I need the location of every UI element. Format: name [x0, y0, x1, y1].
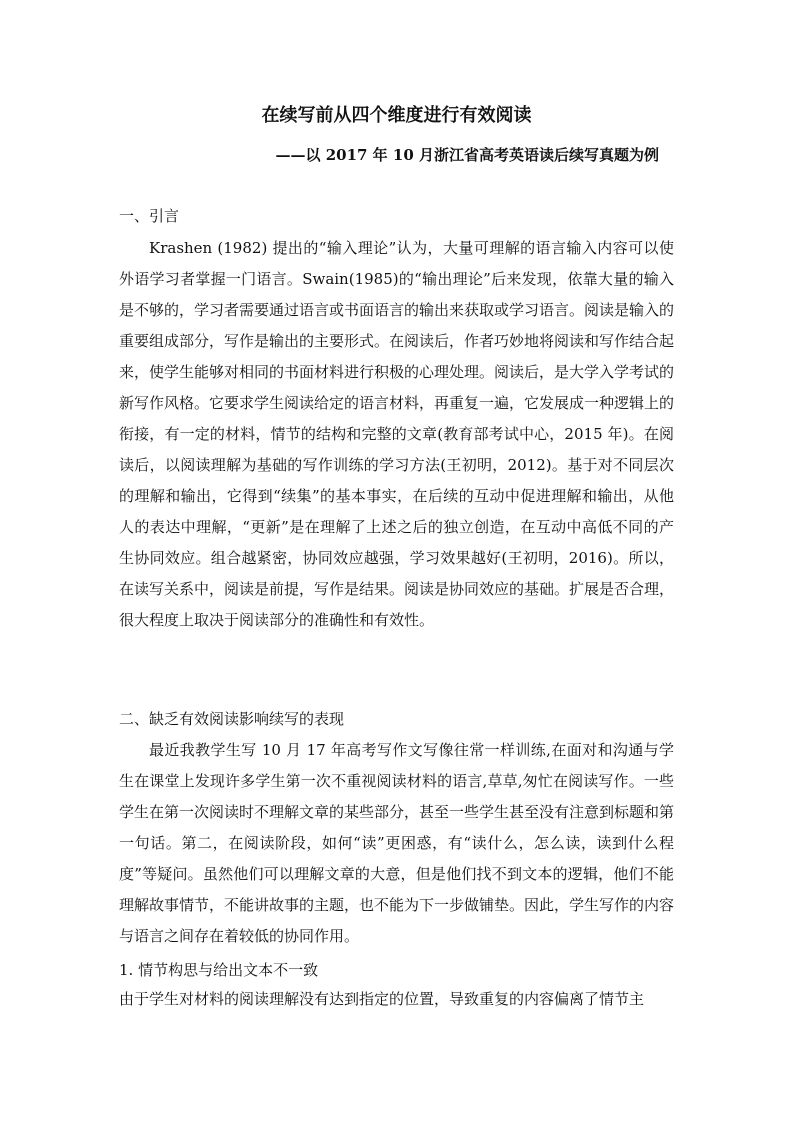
subsection-heading-plot: 1. 情节构思与给出文本不一致 [119, 961, 319, 979]
section-paragraph-introduction: Krashen (1982) 提出的“输入理论”认为，大量可理解的语言输入内容可以使外语学习者掌握一门语言。Swain(1985)的“输出理论”后来发现，依靠大量的输入是不够的，学习者需要通过语言或书面语言的输出来获取或学习语言。阅读是输入的重要组成部分，写作是输出的主要形式。在阅读后，作者巧妙地将阅读和写作结合起来，使学生能够对相同的书面材料进行积极的心理处理。阅读后，是大学入学考试的新写作风格。它要求学生阅读给定的语言材料，再重复一遍，它发展成一种逻辑上的衔接，有一定的材料，情节的结构和完整的文章(教育部考试中心，2015 年)。在阅读后，以阅读理解为基础的写作训练的学习方法(王初明，2012)。基于对不同层次的理解和输出，它得到“续集”的基本事实，在后续的互动中促进理解和输出，从他人的表达中理解，“更新”是在理解了上述之后的独立创造，在互动中高低不同的产生协同效应。组合越紧密，协同效应越强，学习效果越好(王初明，2016)。所以，在读写关系中，阅读是前提，写作是结果。阅读是协同效应的基础。扩展是否合理，很大程度上取决于阅读部分的准确性和有效性。 [119, 239, 674, 629]
section-heading-introduction: 一、引言 [119, 207, 180, 225]
document-subtitle: ——以 2017 年 10 月浙江省高考英语读后续写真题为例 [275, 146, 659, 164]
document-title: 在续写前从四个维度进行有效阅读 [261, 105, 532, 126]
section-heading-problems: 二、缺乏有效阅读影响续写的表现 [119, 710, 345, 728]
subsection-paragraph-plot: 由于学生对材料的阅读理解没有达到指定的位置，导致重复的内容偏离了情节主 [119, 990, 645, 1008]
section-paragraph-problems: 最近我教学生写 10 月 17 年高考写作文写像往常一样训练,在面对和沟通与学生在课堂上发现许多学生第一次不重视阅读材料的语言,草草,匆忙在阅读写作。一些学生在第一次阅读时不理解文章的某些部分，甚至一些学生甚至没有注意到标题和第一句话。第二，在阅读阶段，如何“读”更困惑，有“读什么，怎么读，读到什么程度”等疑问。虽然他们可以理解文章的大意，但是他们找不到文本的逻辑，他们不能理解故事情节，不能讲故事的主题，也不能为下一步做铺垫。因此，学生写作的内容与语言之间存在着较低的协同作用。 [119, 741, 674, 945]
